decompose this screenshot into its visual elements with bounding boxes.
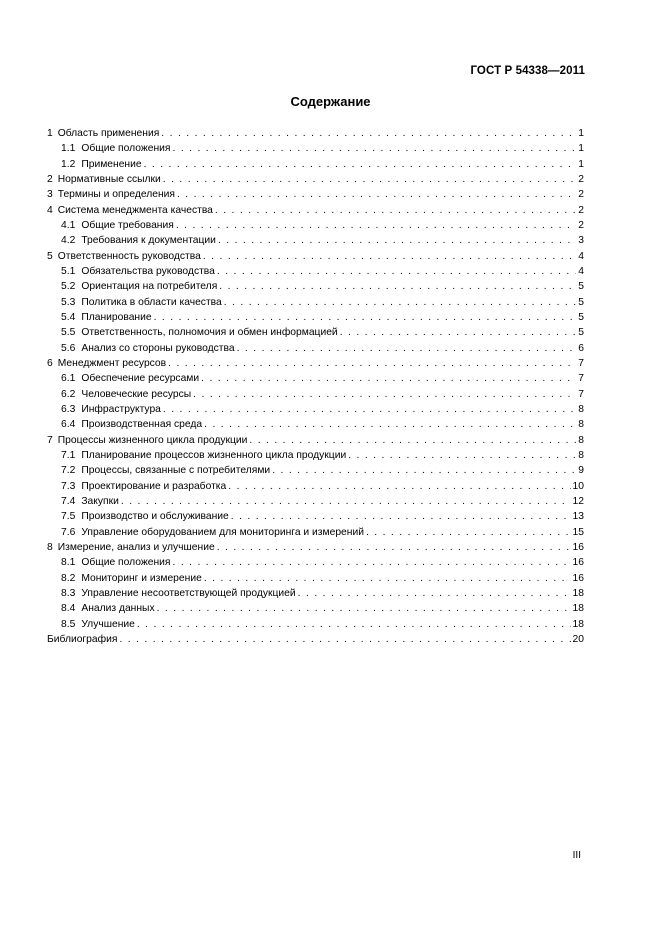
toc-dot-leader: [217, 540, 571, 555]
toc-entry-title: Процессы жизненного цикла продукции: [57, 434, 248, 446]
toc-entry-page: 2: [578, 219, 584, 231]
toc-entry-title: Ответственность, полномочия и обмен информацией: [81, 327, 338, 339]
toc-entry[interactable]: [47, 187, 584, 202]
toc-entry-page: 7: [578, 388, 584, 400]
toc-entry-title: Обеспечение ресурсами: [81, 373, 200, 385]
document-code: ГОСТ Р 54338—2011: [470, 65, 585, 77]
toc-entry-page: 8: [578, 403, 584, 415]
toc-entry-title: Общие положения: [81, 557, 171, 569]
toc-entry-number: 6: [47, 357, 53, 369]
toc-entry[interactable]: [47, 279, 584, 294]
toc-entry-title: Политика в области качества: [81, 296, 222, 308]
toc-dot-leader: [218, 233, 576, 248]
toc-entry-number: 5.6: [61, 342, 76, 354]
toc-entry-title: Анализ данных: [81, 603, 155, 615]
toc-entry-number: 3: [47, 189, 53, 201]
toc-entry-title: Общие положения: [81, 143, 171, 155]
toc-entry[interactable]: [47, 402, 584, 417]
toc-dot-leader: [348, 448, 576, 463]
toc-entry-page: 7: [578, 357, 584, 369]
toc-entry-page: 12: [572, 495, 584, 507]
toc-entry-title: Производство и обслуживание: [81, 511, 229, 523]
page-title: Содержание: [290, 94, 371, 109]
toc-entry-page: 18: [572, 618, 584, 630]
toc-entry[interactable]: [47, 141, 584, 156]
toc-dot-leader: [201, 371, 576, 386]
toc-entry[interactable]: [47, 325, 584, 340]
toc-entry[interactable]: [47, 433, 584, 448]
toc-entry[interactable]: [47, 601, 584, 616]
toc-dot-leader: [161, 126, 576, 141]
toc-entry-number: 4.2: [61, 235, 76, 247]
toc-entry[interactable]: [47, 555, 584, 570]
toc-entry-number: 7.6: [61, 526, 76, 538]
toc-dot-leader: [137, 617, 571, 632]
toc-entry-number: 6.3: [61, 403, 76, 415]
toc-entry-page: 16: [572, 557, 584, 569]
toc-entry-page: 16: [572, 541, 584, 553]
toc-entry-number: 7.5: [61, 511, 76, 523]
toc-dot-leader: [215, 203, 576, 218]
toc-entry-page: 18: [572, 603, 584, 615]
toc-entry-number: 6.4: [61, 419, 76, 431]
toc-entry-number: 8: [47, 541, 53, 553]
toc-entry-number: 1: [47, 128, 53, 139]
toc-entry[interactable]: [47, 540, 584, 555]
toc-entry-number: 8.1: [61, 557, 76, 569]
toc-entry-page: 5: [578, 281, 584, 293]
toc-entry-number: 6.1: [61, 373, 76, 385]
toc-entry-page: 6: [578, 342, 584, 354]
toc-entry[interactable]: [47, 310, 584, 325]
toc-entry-number: 5.1: [61, 265, 76, 277]
toc-dot-leader: [177, 187, 576, 202]
toc-entry-title: Проектирование и разработка: [81, 480, 227, 492]
toc-entry-title: Измерение, анализ и улучшение: [57, 541, 215, 553]
toc-entry[interactable]: [47, 126, 584, 141]
toc-dot-leader: [224, 295, 577, 310]
toc-entry-title: Менеджмент ресурсов: [57, 357, 167, 369]
toc-entry-title: Область применения: [57, 128, 160, 139]
toc-dot-leader: [173, 555, 571, 570]
toc-entry-page: 5: [578, 327, 584, 339]
toc-entry-title: Термины и определения: [57, 189, 175, 201]
toc-entry-page: 5: [578, 296, 584, 308]
toc-entry-title: Производственная среда: [81, 419, 203, 431]
toc-entry[interactable]: [47, 494, 584, 509]
toc-dot-leader: [204, 417, 576, 432]
toc-entry-page: 15: [572, 526, 584, 538]
toc-entry[interactable]: [47, 463, 584, 478]
toc-dot-leader: [204, 571, 571, 586]
toc-entry-number: 5.4: [61, 311, 76, 323]
toc-entry-title: Применение: [81, 158, 142, 170]
toc-dot-leader: [217, 264, 576, 279]
toc-entry[interactable]: [47, 571, 584, 586]
toc-entry-title: Система менеджмента качества: [57, 204, 213, 216]
toc-entry-page: 13: [572, 511, 584, 523]
toc-entry[interactable]: [47, 417, 584, 432]
toc-entry[interactable]: [47, 356, 584, 371]
toc-entry-number: 8.5: [61, 618, 76, 630]
toc-entry-title: Библиография: [47, 633, 118, 645]
toc-entry-page: 1: [578, 128, 584, 139]
toc-entry-page: 1: [578, 143, 584, 155]
toc-entry-number: 8.3: [61, 587, 76, 599]
toc-dot-leader: [237, 341, 577, 356]
toc-dot-leader: [157, 601, 571, 616]
toc-entry[interactable]: [47, 157, 584, 172]
toc-entry-title: Улучшение: [81, 618, 135, 630]
toc-entry[interactable]: [47, 295, 584, 310]
toc-dot-leader: [154, 310, 577, 325]
toc-entry[interactable]: [47, 448, 584, 463]
toc-entry-number: 7.3: [61, 480, 76, 492]
toc-entry-title: Анализ со стороны руководства: [81, 342, 235, 354]
toc-entry-number: 8.2: [61, 572, 76, 584]
toc-dot-leader: [163, 172, 576, 187]
toc-entry-title: Нормативные ссылки: [57, 173, 161, 185]
toc-entry-page: 10: [572, 480, 584, 492]
toc-entry-number: 5: [47, 250, 53, 262]
toc-dot-leader: [168, 356, 576, 371]
toc-entry-title: Управление несоответствующей продукцией: [81, 587, 296, 599]
toc-entry[interactable]: [47, 264, 584, 279]
toc-dot-leader: [249, 433, 576, 448]
toc-entry-title: Мониторинг и измерение: [81, 572, 202, 584]
toc-entry[interactable]: [47, 341, 584, 356]
toc-entry[interactable]: [47, 586, 584, 601]
toc-entry[interactable]: [47, 509, 584, 524]
toc-dot-leader: [298, 586, 571, 601]
toc-entry[interactable]: [47, 632, 584, 647]
toc-entry[interactable]: [47, 479, 584, 494]
toc-entry-number: 7.4: [61, 495, 76, 507]
toc-entry-page: 2: [578, 189, 584, 201]
toc-dot-leader: [119, 632, 570, 647]
toc-entry-page: 8: [578, 449, 584, 461]
toc-dot-leader: [176, 218, 576, 233]
toc-entry-number: 1.2: [61, 158, 76, 170]
toc-dot-leader: [219, 279, 576, 294]
toc-entry-title: Процессы, связанные с потребителями: [81, 465, 271, 477]
toc-entry-title: Планирование: [81, 311, 152, 323]
toc-entry-page: 2: [578, 204, 584, 216]
toc-entry-title: Общие требования: [81, 219, 174, 231]
toc-entry-page: 8: [578, 434, 584, 446]
table-of-contents: [47, 126, 584, 647]
toc-entry-page: 1: [578, 158, 584, 170]
toc-entry-title: Ответственность руководства: [57, 250, 201, 262]
page-number: III: [572, 850, 581, 861]
toc-dot-leader: [144, 157, 577, 172]
toc-entry[interactable]: [47, 371, 584, 386]
toc-entry-title: Планирование процессов жизненного цикла продукции: [81, 449, 347, 461]
toc-entry-page: 18: [572, 587, 584, 599]
toc-entry-page: 16: [572, 572, 584, 584]
toc-entry-number: 2: [47, 173, 53, 185]
toc-entry[interactable]: [47, 249, 584, 264]
toc-entry-title: Человеческие ресурсы: [81, 388, 192, 400]
toc-dot-leader: [340, 325, 577, 340]
toc-dot-leader: [231, 509, 571, 524]
toc-entry-number: 7.2: [61, 465, 76, 477]
toc-entry-page: 20: [572, 633, 584, 645]
toc-entry-title: Управление оборудованием для мониторинга и измерений: [81, 526, 364, 538]
toc-entry[interactable]: [47, 387, 584, 402]
toc-entry-page: 5: [578, 311, 584, 323]
toc-dot-leader: [163, 402, 576, 417]
toc-dot-leader: [228, 479, 570, 494]
toc-entry[interactable]: [47, 203, 584, 218]
toc-entry-number: 5.2: [61, 281, 76, 293]
toc-entry-number: 4: [47, 204, 53, 216]
toc-entry-number: 8.4: [61, 603, 76, 615]
toc-entry-number: 7.1: [61, 449, 76, 461]
toc-entry-page: 8: [578, 419, 584, 431]
toc-entry-number: 7: [47, 434, 53, 446]
toc-entry-page: 3: [578, 235, 584, 247]
toc-dot-leader: [272, 463, 576, 478]
toc-dot-leader: [173, 141, 577, 156]
toc-entry-page: 4: [578, 265, 584, 277]
toc-dot-leader: [366, 525, 571, 540]
toc-entry-page: 4: [578, 250, 584, 262]
toc-entry-number: 6.2: [61, 388, 76, 400]
toc-entry-title: Ориентация на потребителя: [81, 281, 218, 293]
toc-entry-title: Инфраструктура: [81, 403, 161, 415]
toc-entry-title: Обязательства руководства: [81, 265, 215, 277]
toc-entry-number: 5.5: [61, 327, 76, 339]
toc-entry-page: 9: [578, 465, 584, 477]
toc-dot-leader: [203, 249, 576, 264]
toc-entry[interactable]: [47, 172, 584, 187]
toc-entry-page: 7: [578, 373, 584, 385]
toc-entry[interactable]: [47, 617, 584, 632]
toc-dot-leader: [193, 387, 576, 402]
toc-dot-leader: [121, 494, 571, 509]
toc-entry-number: 4.1: [61, 219, 76, 231]
toc-entry-number: 1.1: [61, 143, 76, 155]
toc-entry-title: Требования к документации: [81, 235, 216, 247]
toc-entry[interactable]: [47, 218, 584, 233]
toc-entry-number: 5.3: [61, 296, 76, 308]
toc-entry[interactable]: [47, 525, 584, 540]
toc-entry-title: Закупки: [81, 495, 119, 507]
toc-entry[interactable]: [47, 233, 584, 248]
toc-entry-page: 2: [578, 173, 584, 185]
